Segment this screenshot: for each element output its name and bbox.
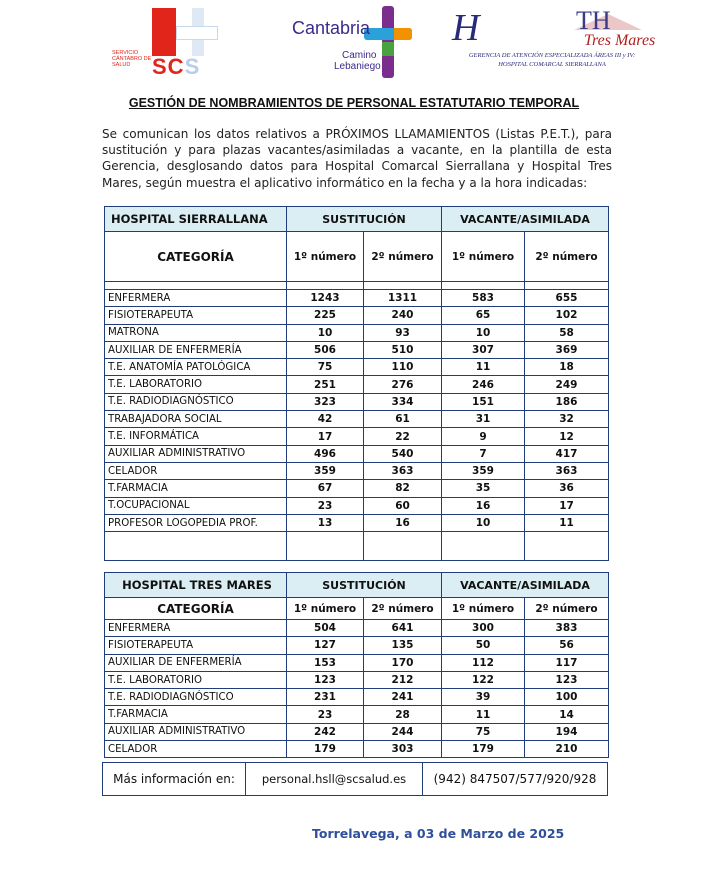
hospital-name: HOSPITAL SIERRALLANA [105,207,287,232]
vac-n2-cell: 102 [525,307,609,324]
table-row [105,671,609,688]
sust-n1-header: 1º número [287,232,364,282]
table-row [105,741,609,758]
category-cell: ENFERMERA [105,290,287,307]
vac-n2-header: 2º número [525,598,609,620]
vac-n1-cell: 246 [442,376,525,393]
table-row [105,620,609,637]
vac-n1-cell: 10 [442,514,525,531]
vac-n1-cell: 112 [442,654,525,671]
vac-n1-cell: 50 [442,637,525,654]
vac-n2-cell: 363 [525,462,609,479]
table-row [105,393,609,410]
contact-info-bar [102,762,608,796]
table-row [105,497,609,514]
tres-mares-monogram-icon: TH [576,6,611,35]
category-cell: ENFERMERA [105,620,287,637]
vac-n1-cell: 39 [442,689,525,706]
sust-n1-cell: 506 [287,341,364,358]
vac-n2-cell: 117 [525,654,609,671]
tresmares-header-row [105,573,609,598]
vac-n1-cell: 31 [442,411,525,428]
category-cell: AUXILIAR ADMINISTRATIVO [105,445,287,462]
scs-wordmark-b: S [184,54,201,79]
sust-n2-header: 2º número [364,232,442,282]
cantabria-cross-green [382,42,394,56]
contact-email[interactable]: personal.hsll@scsalud.es [246,763,423,795]
category-cell: T.E. RADIODIAGNÓSTICO [105,689,287,706]
sierrallana-subheader-row [105,232,609,282]
sust-n1-cell: 13 [287,514,364,531]
sust-n1-cell: 1243 [287,290,364,307]
sust-n1-cell: 23 [287,706,364,723]
vac-n2-cell: 417 [525,445,609,462]
category-cell: T.E. INFORMÁTICA [105,428,287,445]
sust-n2-cell: 244 [364,723,442,740]
sust-n1-cell: 17 [287,428,364,445]
table-row [105,376,609,393]
tresmares-table [104,572,609,758]
category-cell: FISIOTERAPEUTA [105,637,287,654]
vac-n1-cell: 122 [442,671,525,688]
vac-n1-cell: 151 [442,393,525,410]
sust-n1-cell: 42 [287,411,364,428]
table-row [105,514,609,531]
sust-n2-cell: 276 [364,376,442,393]
sust-n2-cell: 303 [364,741,442,758]
scs-cross-horizontal [176,26,218,40]
sust-n1-cell: 75 [287,359,364,376]
table-row [105,324,609,341]
sust-n1-cell: 251 [287,376,364,393]
vac-n2-cell: 18 [525,359,609,376]
hospital-name: HOSPITAL TRES MARES [105,573,287,598]
sust-n2-cell: 82 [364,480,442,497]
sust-n1-cell: 123 [287,671,364,688]
vac-n1-cell: 65 [442,307,525,324]
category-cell: AUXILIAR DE ENFERMERÍA [105,341,287,358]
document-title: GESTIÓN DE NOMBRAMIENTOS DE PERSONAL ESTATUTARIO TEMPORAL [128,96,580,110]
vac-n2-cell: 100 [525,689,609,706]
sierrallana-gap-row [105,282,609,290]
footer-date: Torrelavega, a 03 de Marzo de 2025 [312,826,565,841]
table-row [105,307,609,324]
category-cell: CELADOR [105,741,287,758]
sust-n2-cell: 641 [364,620,442,637]
table-row [105,290,609,307]
sierrallana-table [104,206,609,561]
scs-logo [112,6,226,78]
gerencia-monogram-icon: H [452,7,480,49]
vac-n2-cell: 32 [525,411,609,428]
sust-n2-cell: 510 [364,341,442,358]
sust-n2-cell: 363 [364,462,442,479]
vac-n2-cell: 12 [525,428,609,445]
sust-n1-cell: 242 [287,723,364,740]
vac-n2-cell: 58 [525,324,609,341]
vac-n2-cell: 123 [525,671,609,688]
intro-paragraph: Se comunican los datos relativos a PRÓXIMOS LLAMAMIENTOS (Listas P.E.T.), para sustitución y para plazas vacantes/asimiladas a vacante, en la plantilla de esta Gerencia, desglosando datos para Hospital Comarcal Sierrallana y Hospital Tres Mares, según muestra el aplicativo informático en la fecha y a la hora indicadas: [102,127,612,190]
sust-n1-cell: 323 [287,393,364,410]
category-cell: PROFESOR LOGOPEDIA PROF. [105,514,287,531]
scs-wordmark [152,54,200,80]
sustitucion-header: SUSTITUCIÓN [287,573,442,598]
vac-n1-header: 1º número [442,598,525,620]
sust-n2-cell: 22 [364,428,442,445]
vac-n2-cell: 11 [525,514,609,531]
contact-label: Más información en: [103,763,246,795]
cantabria-cross-orange [394,28,412,40]
vac-n2-cell: 14 [525,706,609,723]
sust-n2-cell: 93 [364,324,442,341]
vac-n1-cell: 10 [442,324,525,341]
sierrallana-header-row [105,207,609,232]
vac-n2-cell: 369 [525,341,609,358]
contact-phone: (942) 847507/577/920/928 [433,772,597,786]
sust-n2-cell: 61 [364,411,442,428]
gerencia-line2: HOSPITAL COMARCAL SIERRALLANA [498,61,606,68]
vac-n2-header: 2º número [525,232,609,282]
sustitucion-header: SUSTITUCIÓN [287,207,442,232]
table-row [105,480,609,497]
gerencia-line1: GERENCIA DE ATENCIÓN ESPECIALIZADA ÁREAS III y IV: [468,52,636,59]
table-row [105,654,609,671]
vac-n1-cell: 7 [442,445,525,462]
table-row [105,411,609,428]
table-row [105,462,609,479]
vac-n1-cell: 179 [442,741,525,758]
table-row [105,723,609,740]
vac-n2-cell: 194 [525,723,609,740]
vac-n1-cell: 11 [442,706,525,723]
vac-n2-cell: 210 [525,741,609,758]
sust-n2-cell: 334 [364,393,442,410]
sust-n2-cell: 1311 [364,290,442,307]
category-cell: AUXILIAR ADMINISTRATIVO [105,723,287,740]
vac-n1-cell: 583 [442,290,525,307]
sust-n1-cell: 23 [287,497,364,514]
cantabria-name: Cantabria [292,18,371,38]
sust-n2-cell: 16 [364,514,442,531]
sust-n2-cell: 241 [364,689,442,706]
sust-n1-cell: 67 [287,480,364,497]
vac-n2-cell: 17 [525,497,609,514]
sust-n2-cell: 170 [364,654,442,671]
cantabria-logo [290,6,422,82]
table-row [105,706,609,723]
categoria-header: CATEGORÍA [105,598,287,620]
vac-n1-cell: 35 [442,480,525,497]
category-cell: TRABAJADORA SOCIAL [105,411,287,428]
vacante-header: VACANTE/ASIMILADA [442,207,609,232]
sust-n1-cell: 359 [287,462,364,479]
categoria-header: CATEGORÍA [105,232,287,282]
table-row [105,445,609,462]
table-row [105,428,609,445]
vac-n1-cell: 9 [442,428,525,445]
vac-n2-cell: 249 [525,376,609,393]
sust-n1-cell: 225 [287,307,364,324]
category-cell: T.E. ANATOMÍA PATOLÓGICA [105,359,287,376]
scs-small-text: SERVICIO CÁNTABRO DE SALUD [112,50,152,68]
vac-n1-cell: 16 [442,497,525,514]
sust-n2-cell: 212 [364,671,442,688]
category-cell: T.E. LABORATORIO [105,671,287,688]
cantabria-sub1: Camino [342,50,377,61]
category-cell: MATRONA [105,324,287,341]
empty-spacer-row [105,532,609,561]
table-row [105,341,609,358]
vac-n2-cell: 56 [525,637,609,654]
vac-n2-cell: 383 [525,620,609,637]
category-cell: CELADOR [105,462,287,479]
vac-n1-header: 1º número [442,232,525,282]
vac-n2-cell: 186 [525,393,609,410]
tres-mares-text: Tres Mares [584,32,656,49]
category-cell: T.FARMACIA [105,480,287,497]
tresmares-subheader-row [105,598,609,620]
sust-n1-cell: 179 [287,741,364,758]
sust-n1-cell: 153 [287,654,364,671]
vac-n2-cell: 655 [525,290,609,307]
vacante-header: VACANTE/ASIMILADA [442,573,609,598]
cantabria-sub2: Lebaniego [334,61,381,72]
gerencia-logo [436,4,668,74]
sust-n1-header: 1º número [287,598,364,620]
vac-n1-cell: 11 [442,359,525,376]
sust-n1-cell: 231 [287,689,364,706]
table-row [105,359,609,376]
sust-n1-cell: 504 [287,620,364,637]
category-cell: AUXILIAR DE ENFERMERÍA [105,654,287,671]
vac-n2-cell: 36 [525,480,609,497]
vac-n1-cell: 300 [442,620,525,637]
category-cell: FISIOTERAPEUTA [105,307,287,324]
sust-n2-cell: 110 [364,359,442,376]
sust-n1-cell: 127 [287,637,364,654]
table-row [105,689,609,706]
sust-n1-cell: 496 [287,445,364,462]
sust-n2-header: 2º número [364,598,442,620]
table-row [105,637,609,654]
logo-bar [0,0,708,86]
category-cell: T.OCUPACIONAL [105,497,287,514]
category-cell: T.E. LABORATORIO [105,376,287,393]
vac-n1-cell: 75 [442,723,525,740]
sust-n2-cell: 240 [364,307,442,324]
sust-n2-cell: 540 [364,445,442,462]
sust-n2-cell: 28 [364,706,442,723]
category-cell: T.E. RADIODIAGNÓSTICO [105,393,287,410]
sust-n2-cell: 60 [364,497,442,514]
vac-n1-cell: 307 [442,341,525,358]
sust-n2-cell: 135 [364,637,442,654]
vac-n1-cell: 359 [442,462,525,479]
sust-n1-cell: 10 [287,324,364,341]
category-cell: T.FARMACIA [105,706,287,723]
scs-wordmark-a: SC [152,54,185,79]
